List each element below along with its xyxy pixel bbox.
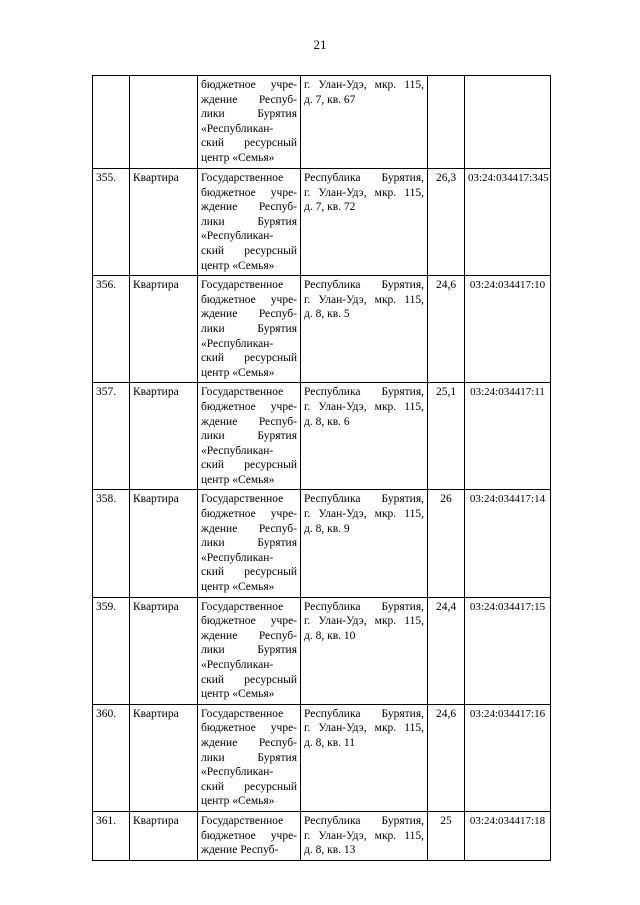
- owner-name: [198, 490, 301, 597]
- owner-name-line: бюджетное учре-: [201, 508, 297, 521]
- owner-name-line: ский ресурсный: [201, 137, 297, 150]
- owner-name-line: центр «Семья»: [201, 259, 275, 272]
- table-row: [93, 76, 551, 169]
- address-line: д. 8, кв. 5: [304, 308, 350, 321]
- owner-name-line: Государственное: [201, 279, 284, 292]
- cadastral-number: 03:24:034417:10: [465, 276, 551, 383]
- area-value: 24,4: [428, 597, 465, 704]
- owner-name: [198, 704, 301, 811]
- table-row: [93, 811, 551, 860]
- owner-name: [198, 76, 301, 169]
- property-type: Квартира: [130, 704, 198, 811]
- owner-name-line: ждение Респуб-: [201, 93, 297, 106]
- owner-name: [198, 383, 301, 490]
- cadastral-number: 03:24:034417:345: [465, 169, 551, 276]
- property-type: Квартира: [130, 169, 198, 276]
- owner-name-line: ждение Респуб-: [201, 415, 297, 428]
- area-value: 24,6: [428, 276, 465, 383]
- property-type: Квартира: [130, 276, 198, 383]
- owner-name-line: бюджетное учре-: [201, 829, 297, 842]
- cadastral-number: 03:24:034417:18: [465, 811, 551, 860]
- owner-name-line: Государственное: [201, 386, 284, 399]
- registry-body: [93, 76, 551, 861]
- cadastral-number: 03:24:034417:11: [465, 383, 551, 490]
- owner-name-line: лики Бурятия: [201, 537, 297, 550]
- property-type: [130, 76, 198, 169]
- owner-name-line: «Республикан-: [201, 444, 274, 457]
- owner-name-line: ждение Респуб-: [201, 844, 279, 857]
- cadastral-number: 03:24:034417:15: [465, 597, 551, 704]
- owner-name-line: ский ресурсный: [201, 459, 297, 472]
- page-number: 21: [313, 37, 327, 52]
- row-number: 360.: [93, 704, 130, 811]
- address-line: г. Улан-Удэ, мкр. 115,: [304, 79, 424, 91]
- row-number: [93, 76, 130, 169]
- table-row: [93, 276, 551, 383]
- cadastral-number: 03:24:034417:14: [465, 490, 551, 597]
- owner-name: [198, 597, 301, 704]
- owner-name-line: лики Бурятия: [201, 751, 297, 764]
- owner-name: [198, 276, 301, 383]
- address: [301, 76, 428, 169]
- address: [301, 597, 428, 704]
- address-line: д. 8, кв. 11: [304, 736, 355, 749]
- owner-name-line: бюджетное учре-: [201, 722, 297, 735]
- area-value: 25: [428, 811, 465, 860]
- owner-name-line: Государственное: [201, 172, 284, 184]
- address-line: Республика Бурятия,: [304, 279, 424, 292]
- address-line: Республика Бурятия,: [304, 493, 424, 506]
- address: [301, 383, 428, 490]
- row-number: 355.: [93, 169, 130, 276]
- owner-name-line: лики Бурятия: [201, 108, 297, 121]
- row-number: 358.: [93, 490, 130, 597]
- table-row: [93, 169, 551, 276]
- owner-name-line: бюджетное учре-: [201, 293, 297, 306]
- owner-name-line: «Республикан-: [201, 337, 274, 350]
- owner-name-line: ский ресурсный: [201, 352, 297, 365]
- address-line: Республика Бурятия,: [304, 386, 424, 399]
- address-line: д. 8, кв. 10: [304, 629, 356, 642]
- owner-name: [198, 169, 301, 276]
- address-line: д. 8, кв. 13: [304, 844, 356, 857]
- property-type: Квартира: [130, 597, 198, 704]
- address-line: Республика Бурятия,: [304, 172, 424, 184]
- owner-name-line: ский ресурсный: [201, 566, 297, 579]
- cadastral-number: [465, 76, 551, 169]
- owner-name-line: лики Бурятия: [201, 430, 297, 443]
- property-type: Квартира: [130, 383, 198, 490]
- property-type: Квартира: [130, 490, 198, 597]
- table-row: [93, 490, 551, 597]
- owner-name-line: «Республикан-: [201, 551, 274, 564]
- owner-name-line: «Республикан-: [201, 230, 274, 243]
- address-line: г. Улан-Удэ, мкр. 115,: [304, 508, 424, 521]
- property-registry-table: [92, 75, 551, 861]
- table-row: [93, 597, 551, 704]
- owner-name-line: «Республикан-: [201, 122, 274, 135]
- owner-name-line: бюджетное учре-: [201, 615, 297, 628]
- address-line: г. Улан-Удэ, мкр. 115,: [304, 186, 424, 199]
- area-value: 26: [428, 490, 465, 597]
- owner-name-line: «Республикан-: [201, 766, 274, 779]
- owner-name-line: бюджетное учре-: [201, 400, 297, 413]
- address: [301, 704, 428, 811]
- area-value: 26,3: [428, 169, 465, 276]
- property-type: Квартира: [130, 811, 198, 860]
- owner-name-line: центр «Семья»: [201, 151, 275, 164]
- owner-name-line: Государственное: [201, 707, 284, 720]
- address-line: г. Улан-Удэ, мкр. 115,: [304, 722, 424, 735]
- owner-name-line: лики Бурятия: [201, 644, 297, 657]
- owner-name-line: ждение Респуб-: [201, 522, 297, 535]
- address-line: Республика Бурятия,: [304, 814, 424, 827]
- owner-name-line: ждение Респуб-: [201, 201, 297, 214]
- owner-name-line: Государственное: [201, 814, 284, 827]
- address-line: д. 7, кв. 67: [304, 93, 356, 106]
- row-number: 357.: [93, 383, 130, 490]
- address-line: д. 8, кв. 9: [304, 522, 350, 535]
- owner-name-line: ский ресурсный: [201, 780, 297, 793]
- owner-name-line: центр «Семья»: [201, 473, 275, 486]
- address-line: д. 7, кв. 72: [304, 201, 356, 214]
- owner-name-line: центр «Семья»: [201, 366, 275, 379]
- owner-name-line: бюджетное учре-: [201, 186, 297, 199]
- address-line: г. Улан-Удэ, мкр. 115,: [304, 400, 424, 413]
- address-line: г. Улан-Удэ, мкр. 115,: [304, 293, 424, 306]
- owner-name-line: ждение Респуб-: [201, 308, 297, 321]
- address-line: г. Улан-Удэ, мкр. 115,: [304, 829, 424, 842]
- area-value: 25,1: [428, 383, 465, 490]
- owner-name-line: Государственное: [201, 600, 284, 613]
- owner-name-line: Государственное: [201, 493, 284, 506]
- row-number: 361.: [93, 811, 130, 860]
- table-row: [93, 704, 551, 811]
- owner-name-line: «Республикан-: [201, 659, 274, 671]
- row-number: 356.: [93, 276, 130, 383]
- owner-name-line: ждение Респуб-: [201, 629, 297, 642]
- cadastral-number: 03:24:034417:16: [465, 704, 551, 811]
- address: [301, 490, 428, 597]
- owner-name-line: лики Бурятия: [201, 215, 297, 228]
- owner-name-line: ский ресурсный: [201, 673, 297, 686]
- address-line: Республика Бурятия,: [304, 600, 424, 613]
- area-value: 24,6: [428, 704, 465, 811]
- address: [301, 276, 428, 383]
- address: [301, 811, 428, 860]
- owner-name-line: центр «Семья»: [201, 795, 275, 808]
- owner-name-line: бюджетное учре-: [201, 79, 297, 91]
- address-line: г. Улан-Удэ, мкр. 115,: [304, 615, 424, 628]
- address: [301, 169, 428, 276]
- owner-name-line: лики Бурятия: [201, 322, 297, 335]
- row-number: 359.: [93, 597, 130, 704]
- address-line: д. 8, кв. 6: [304, 415, 350, 428]
- owner-name-line: центр «Семья»: [201, 688, 275, 701]
- address-line: Республика Бурятия,: [304, 707, 424, 720]
- owner-name-line: центр «Семья»: [201, 581, 275, 594]
- owner-name: [198, 811, 301, 860]
- owner-name-line: ский ресурсный: [201, 244, 297, 257]
- owner-name-line: ждение Респуб-: [201, 736, 297, 749]
- table-row: [93, 383, 551, 490]
- area-value: [428, 76, 465, 169]
